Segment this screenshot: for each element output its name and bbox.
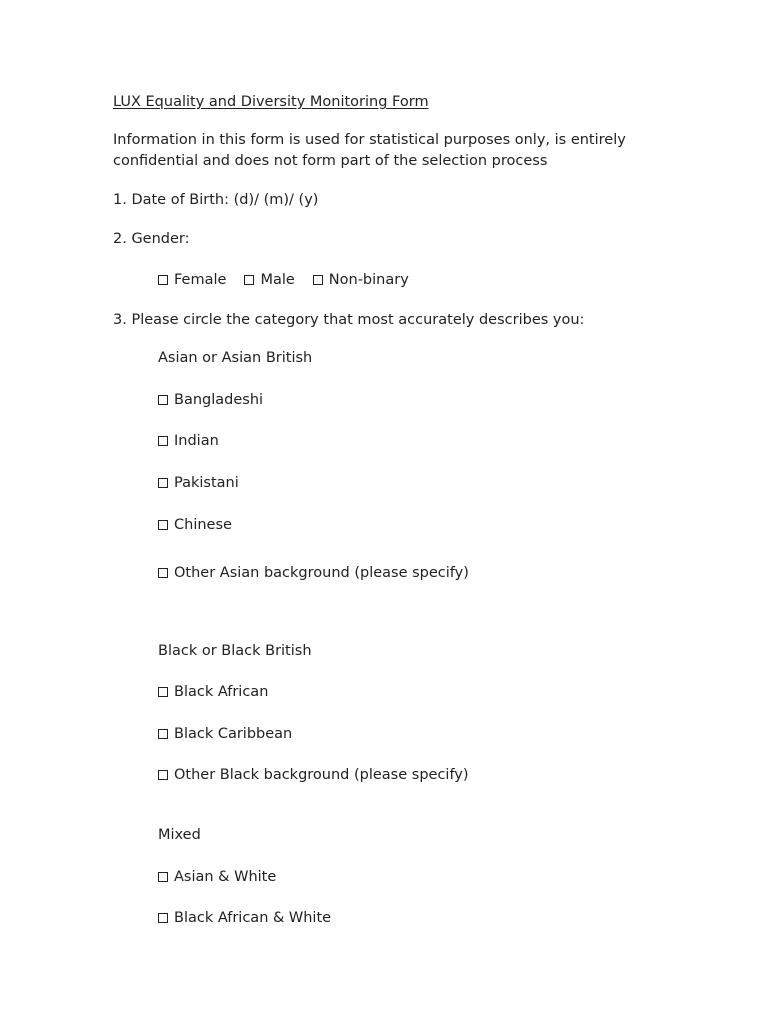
checkbox-icon[interactable] [158, 520, 168, 530]
option-label: Chinese [174, 517, 232, 533]
checkbox-icon[interactable] [158, 872, 168, 882]
group-heading-mixed: Mixed [158, 827, 201, 843]
option-other-asian[interactable] [158, 563, 469, 583]
option-pakistani[interactable] [158, 473, 239, 493]
checkbox-icon[interactable] [158, 913, 168, 923]
option-label: Asian & White [174, 869, 277, 885]
option-asian-white[interactable] [158, 867, 276, 887]
option-other-black[interactable] [158, 765, 469, 785]
checkbox-icon[interactable] [158, 687, 168, 697]
checkbox-icon[interactable] [158, 478, 168, 488]
option-label: Non-binary [328, 272, 409, 288]
option-black-african[interactable] [158, 682, 268, 702]
checkbox-icon[interactable] [158, 568, 168, 578]
option-label: Bangladeshi [174, 392, 264, 408]
checkbox-icon[interactable] [158, 275, 168, 285]
checkbox-icon[interactable] [244, 275, 254, 285]
intro-text [113, 130, 713, 172]
option-label: Other Black background (please specify) [174, 767, 469, 783]
option-chinese[interactable] [158, 515, 232, 535]
question-2-gender: 2. Gender: [113, 231, 190, 247]
option-label: Other Asian background (please specify) [174, 565, 469, 581]
option-bangladeshi[interactable] [158, 390, 263, 410]
gender-option-male[interactable] [244, 270, 294, 290]
gender-option-female[interactable] [158, 270, 226, 290]
checkbox-icon[interactable] [313, 275, 323, 285]
question-3-ethnicity: 3. Please circle the category that most accurately describes you: [113, 312, 585, 328]
gender-option-non-binary[interactable] [313, 270, 409, 290]
option-label: Female [174, 272, 227, 288]
option-label: Black African & White [174, 910, 332, 926]
option-black-african-white[interactable] [158, 908, 331, 928]
option-indian[interactable] [158, 431, 219, 451]
intro-line-2: confidential and does not form part of the selection process [113, 153, 548, 169]
gender-options [158, 270, 427, 290]
group-heading-asian: Asian or Asian British [158, 350, 313, 366]
option-label: Black African [174, 684, 269, 700]
form-title: LUX Equality and Diversity Monitoring Form [113, 94, 429, 110]
option-label: Indian [174, 433, 219, 449]
option-label: Male [260, 272, 295, 288]
checkbox-icon[interactable] [158, 770, 168, 780]
option-label: Pakistani [174, 475, 239, 491]
question-1-date-of-birth: 1. Date of Birth: (d)/ (m)/ (y) [113, 192, 319, 208]
checkbox-icon[interactable] [158, 729, 168, 739]
option-black-caribbean[interactable] [158, 724, 292, 744]
option-label: Black Caribbean [174, 726, 293, 742]
intro-line-1: Information in this form is used for statistical purposes only, is entirely [113, 132, 626, 148]
checkbox-icon[interactable] [158, 436, 168, 446]
checkbox-icon[interactable] [158, 395, 168, 405]
group-heading-black: Black or Black British [158, 643, 312, 659]
